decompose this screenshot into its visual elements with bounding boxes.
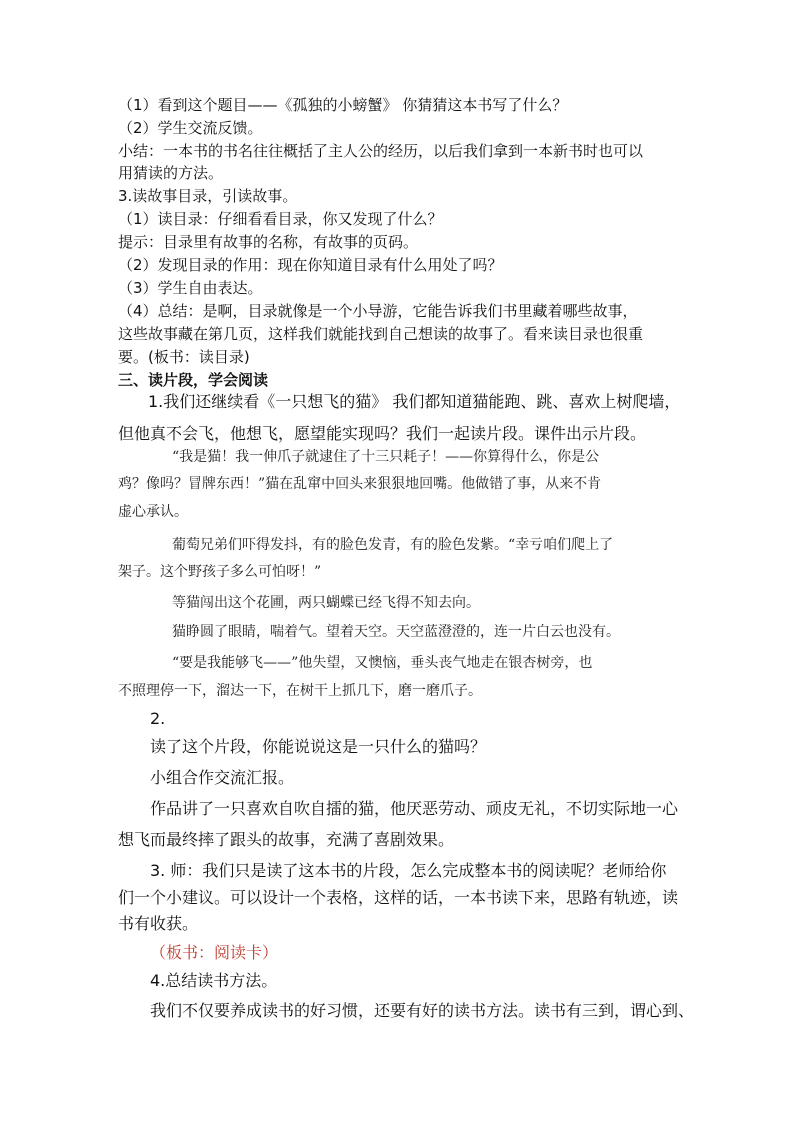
text-line: 4.总结读书方法。 xyxy=(150,971,278,990)
text-line: （1）看到这个题目——《孤独的小螃蟹》 你猜猜这本书写了什么？ xyxy=(118,96,568,114)
text-line: （2）发现目录的作用：现在你知道目录有什么用处了吗？ xyxy=(118,256,503,274)
text-line: 这些故事藏在第几页，这样我们就能找到自己想读的故事了。看来读目录也很重 xyxy=(118,325,644,343)
text-line: 3.读故事目录，引读故事。 xyxy=(118,187,298,205)
text-line: （1）读目录：仔细看看目录，你又发现了什么？ xyxy=(118,210,443,228)
excerpt-line: 不照理停一下，溜达一下，在树干上抓几下，磨一磨爪子。 xyxy=(118,683,482,699)
text-line: （3）学生自由表达。 xyxy=(118,279,263,297)
text-line: 想飞而最终摔了跟头的故事，充满了喜剧效果。 xyxy=(118,830,455,849)
text-line: 用猜读的方法。 xyxy=(118,164,224,182)
text-line: 1.我们还继续看《一只想飞的猫》 我们都知道猫能跑、跳、喜欢上树爬墙， xyxy=(148,392,681,411)
text-line: 但他真不会飞，他想飞，愿望能实现吗？我们一起读片段。课件出示片段。 xyxy=(118,424,647,443)
text-line: 小组合作交流汇报。 xyxy=(150,768,295,787)
text-line: （2）学生交流反馈。 xyxy=(118,119,263,137)
excerpt-line: “我是猫！我一伸爪子就逮住了十三只耗子！——你算得什么，你是公 xyxy=(172,449,600,465)
excerpt-line: 鸡？像吗？冒牌东西！”猫在乱窜中回头来狠狠地回嘴。他做错了事，从来不肯 xyxy=(118,476,602,492)
excerpt-line: 虚心承认。 xyxy=(118,504,188,520)
text-line: 提示：目录里有故事的名称，有故事的页码。 xyxy=(118,233,419,251)
text-line: 小结：一本书的书名往往概括了主人公的经历，以后我们拿到一本新书时也可以 xyxy=(118,142,644,160)
text-line: 2. xyxy=(150,709,166,728)
text-line: 要。(板书：读目录) xyxy=(118,348,250,366)
text-line: 们一个小建议。可以设计一个表格，这样的话，一本书读下来，思路有轨迹，读 xyxy=(118,888,679,907)
text-line: 读了这个片段，你能说说这是一只什么的猫吗？ xyxy=(150,737,487,756)
text-line: 作品讲了一只喜欢自吹自擂的猫，他厌恶劳动、顽皮无礼，不切实际地一心 xyxy=(150,799,679,818)
excerpt-line: 葡萄兄弟们吓得发抖，有的脸色发青，有的脸色发紫。“幸亏咱们爬上了 xyxy=(172,537,614,553)
section-heading: 三、读片段，学会阅读 xyxy=(118,371,269,389)
text-line: （4）总结：是啊，目录就像是一个小导游，它能告诉我们书里藏着哪些故事， xyxy=(118,302,638,320)
excerpt-line: 等猫闯出这个花圃，两只蝴蝶已经飞得不知去向。 xyxy=(172,595,480,611)
text-line: 书有收获。 xyxy=(118,914,199,933)
excerpt-line: “要是我能够飞——”他失望，又懊恼，垂头丧气地走在银杏树旁，也 xyxy=(172,655,593,671)
excerpt-line: 架子。这个野孩子多么可怕呀！” xyxy=(118,564,322,580)
text-line: 3. 师：我们只是读了这本书的片段，怎么完成整本书的阅读呢？老师给你 xyxy=(150,861,667,880)
board-note: （板书：阅读卡） xyxy=(150,943,279,962)
text-line: 我们不仅要养成读书的好习惯，还要有好的读书方法。读书有三到，谓心到、 xyxy=(150,1001,695,1020)
excerpt-line: 猫睁圆了眼睛，喘着气。望着天空。天空蓝澄澄的，连一片白云也没有。 xyxy=(172,624,620,640)
